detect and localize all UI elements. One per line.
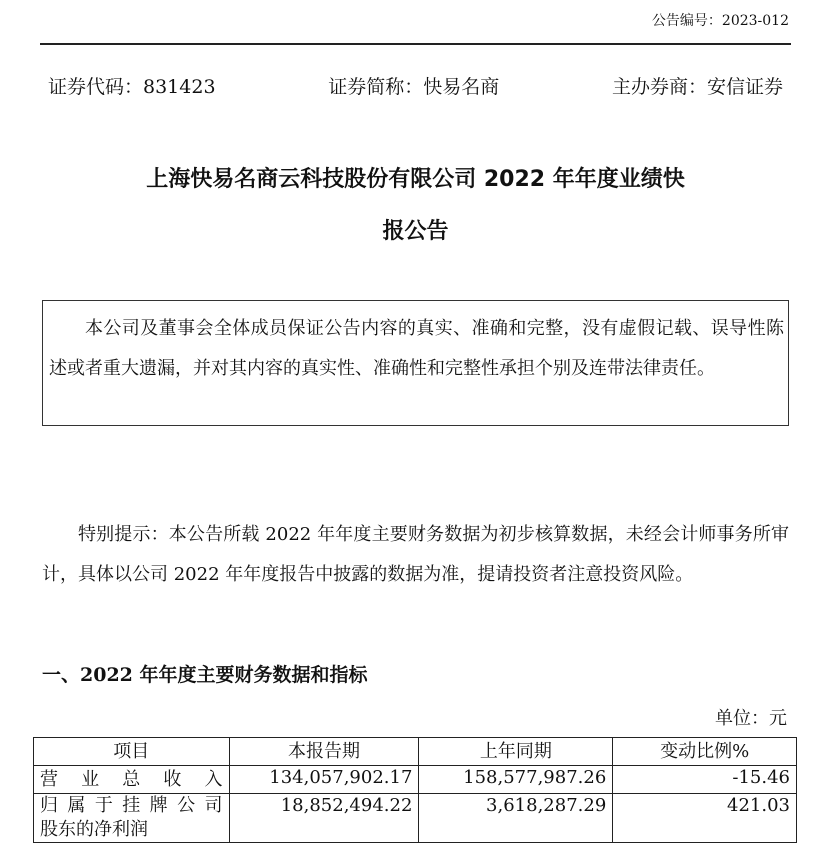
document-title-line1: 上海快易名商云科技股份有限公司 2022 年年度业绩快 [146,167,685,192]
row-change-value: -15.46 [613,766,797,794]
header-change-ratio: 变动比例% [613,738,797,766]
row-item-label-line2: 股东的净利润 [40,819,148,840]
notice-number: 公告编号：2023-012 [651,13,789,29]
table-header-row [34,738,797,766]
table-row [34,794,797,843]
table-row [34,766,797,794]
row-prior-value: 158,577,987.26 [419,766,613,794]
row-current-value: 18,852,494.22 [229,794,419,843]
document-title-line2: 报公告 [382,219,449,244]
row-item-label [34,794,230,843]
sponsor-broker: 主办券商：安信证券 [611,76,783,98]
financial-data-table [33,737,797,843]
header-item: 项目 [34,738,230,766]
row-prior-value: 3,618,287.29 [419,794,613,843]
securities-short-name: 证券简称：快易名商 [328,76,500,98]
section-heading: 一、2022 年年度主要财务数据和指标 [42,664,368,686]
securities-code: 证券代码：831423 [48,76,216,98]
row-change-value: 421.03 [613,794,797,843]
special-notice-paragraph: 特别提示：本公告所载 2022 年年度主要财务数据为初步核算数据，未经会计师事务所审计，具体以公司 2022 年年度报告中披露的数据为准，提请投资者注意投资风险。 [42,524,789,585]
row-item-label-line1: 归属于挂牌公司 [40,795,223,816]
header-prior-period: 上年同期 [419,738,613,766]
securities-info-row [48,72,783,99]
disclaimer-box: 本公司及董事会全体成员保证公告内容的真实、准确和完整，没有虚假记载、误导性陈述或者重大遗漏，并对其内容的真实性、准确性和完整性承担个别及连带法律责任。 [42,300,789,426]
header-current-period: 本报告期 [229,738,419,766]
row-item-label: 营业总收入 [34,766,230,794]
header-divider [40,43,791,45]
unit-label: 单位：元 [715,708,787,729]
row-current-value: 134,057,902.17 [229,766,419,794]
